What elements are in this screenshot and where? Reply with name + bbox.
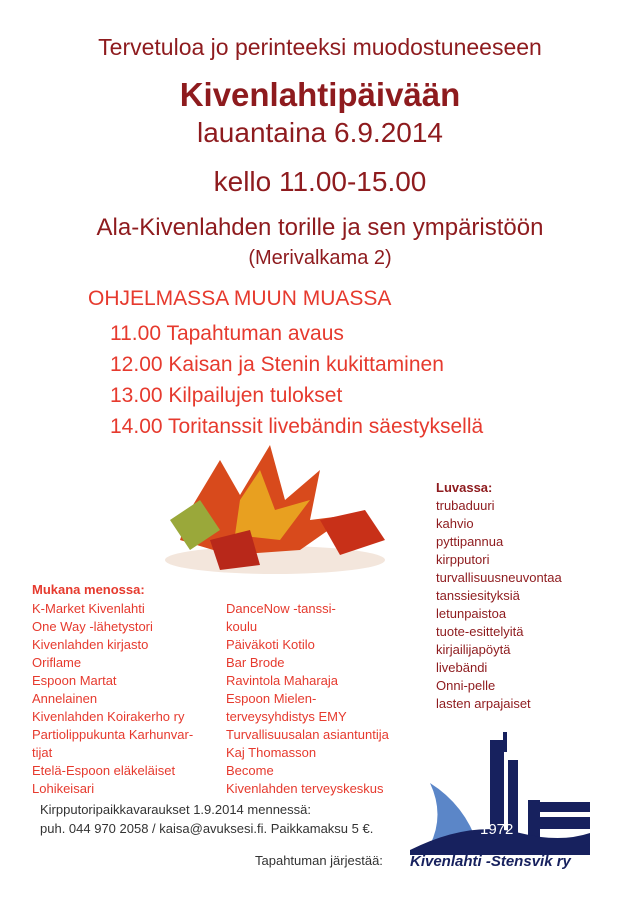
contact-info: puh. 044 970 2058 / kaisa@avuksesi.fi. Paikkamaksu 5 €. xyxy=(40,821,374,836)
coming-item: kirjailijapöytä xyxy=(436,642,511,657)
coming-item: tanssiesityksiä xyxy=(436,588,520,603)
coming-item: lasten arpajaiset xyxy=(436,696,531,711)
event-title: Kivenlahtipäivään xyxy=(179,76,461,113)
organizer-label: Tapahtuman järjestää: xyxy=(255,853,383,868)
welcome-text: Tervetuloa jo perinteeksi muodostuneeseen xyxy=(98,34,542,60)
participant: Annelainen xyxy=(32,691,98,706)
participant: Kivenlahden kirjasto xyxy=(32,637,149,652)
participant: terveysyhdistys EMY xyxy=(226,709,347,724)
organizer-logo xyxy=(410,725,600,875)
program-item: 12.00 Kaisan ja Stenin kukittaminen xyxy=(110,353,444,376)
participant: Kivenlahden Koirakerho ry xyxy=(32,709,185,724)
event-address: (Merivalkama 2) xyxy=(248,247,392,269)
participant: DanceNow -tanssi- xyxy=(226,601,336,616)
participant: Oriflame xyxy=(32,655,82,670)
participant: Lohikeisari xyxy=(32,781,95,796)
program-heading: OHJELMASSA MUUN MUASSA xyxy=(88,287,392,310)
coming-item: kahvio xyxy=(436,516,474,531)
logo-name: Kivenlahti -Stensvik ry xyxy=(410,853,571,870)
participant: One Way -lähetystori xyxy=(32,619,153,634)
event-location: Ala-Kivenlahden torille ja sen ympäristöön xyxy=(96,214,544,241)
participant: Etelä-Espoon eläkeläiset xyxy=(32,763,176,778)
program-list xyxy=(110,318,483,442)
participant: Ravintola Maharaja xyxy=(226,673,339,688)
participant: Become xyxy=(226,763,274,778)
coming-item: letunpaistoa xyxy=(436,606,507,621)
coming-item: trubaduuri xyxy=(436,498,495,513)
program-item: 14.00 Toritanssit livebändin säestyksellä xyxy=(110,415,484,438)
coming-item: turvallisuusneuvontaa xyxy=(436,570,562,585)
coming-heading: Luvassa: xyxy=(436,480,493,495)
coming-item: livebändi xyxy=(436,660,488,675)
participant: Partiolippukunta Karhunvar- xyxy=(32,727,194,742)
coming-item: Onni-pelle xyxy=(436,678,496,693)
participants-heading: Mukana menossa: xyxy=(32,582,145,597)
participant: K-Market Kivenlahti xyxy=(32,601,145,616)
participants-col2 xyxy=(226,600,389,798)
flea-market-info: Kirpputoripaikkavaraukset 1.9.2014 mennessä: xyxy=(40,802,311,817)
coming-item: pyttipannua xyxy=(436,534,504,549)
program-item: 13.00 Kilpailujen tulokset xyxy=(110,384,343,407)
event-time: kello 11.00-15.00 xyxy=(213,166,427,197)
logo-year: 1972 xyxy=(480,821,514,838)
coming-item: kirpputori xyxy=(436,552,490,567)
event-date: lauantaina 6.9.2014 xyxy=(197,117,443,148)
participant: Espoon Martat xyxy=(32,673,117,688)
participants-col1 xyxy=(32,600,193,798)
coming-list xyxy=(436,497,562,713)
participant: Turvallisuusalan asiantuntija xyxy=(226,727,389,742)
participant: koulu xyxy=(226,619,258,634)
participant: Kivenlahden terveyskeskus xyxy=(226,781,384,796)
participant: tijat xyxy=(32,745,53,760)
program-item: 11.00 Tapahtuman avaus xyxy=(110,322,344,345)
participant: Kaj Thomasson xyxy=(226,745,317,760)
coming-item: tuote-esittelyitä xyxy=(436,624,524,639)
participant: Bar Brode xyxy=(226,655,285,670)
autumn-leaves-image xyxy=(150,440,400,580)
participant: Espoon Mielen- xyxy=(226,691,317,706)
participant: Päiväkoti Kotilo xyxy=(226,637,315,652)
